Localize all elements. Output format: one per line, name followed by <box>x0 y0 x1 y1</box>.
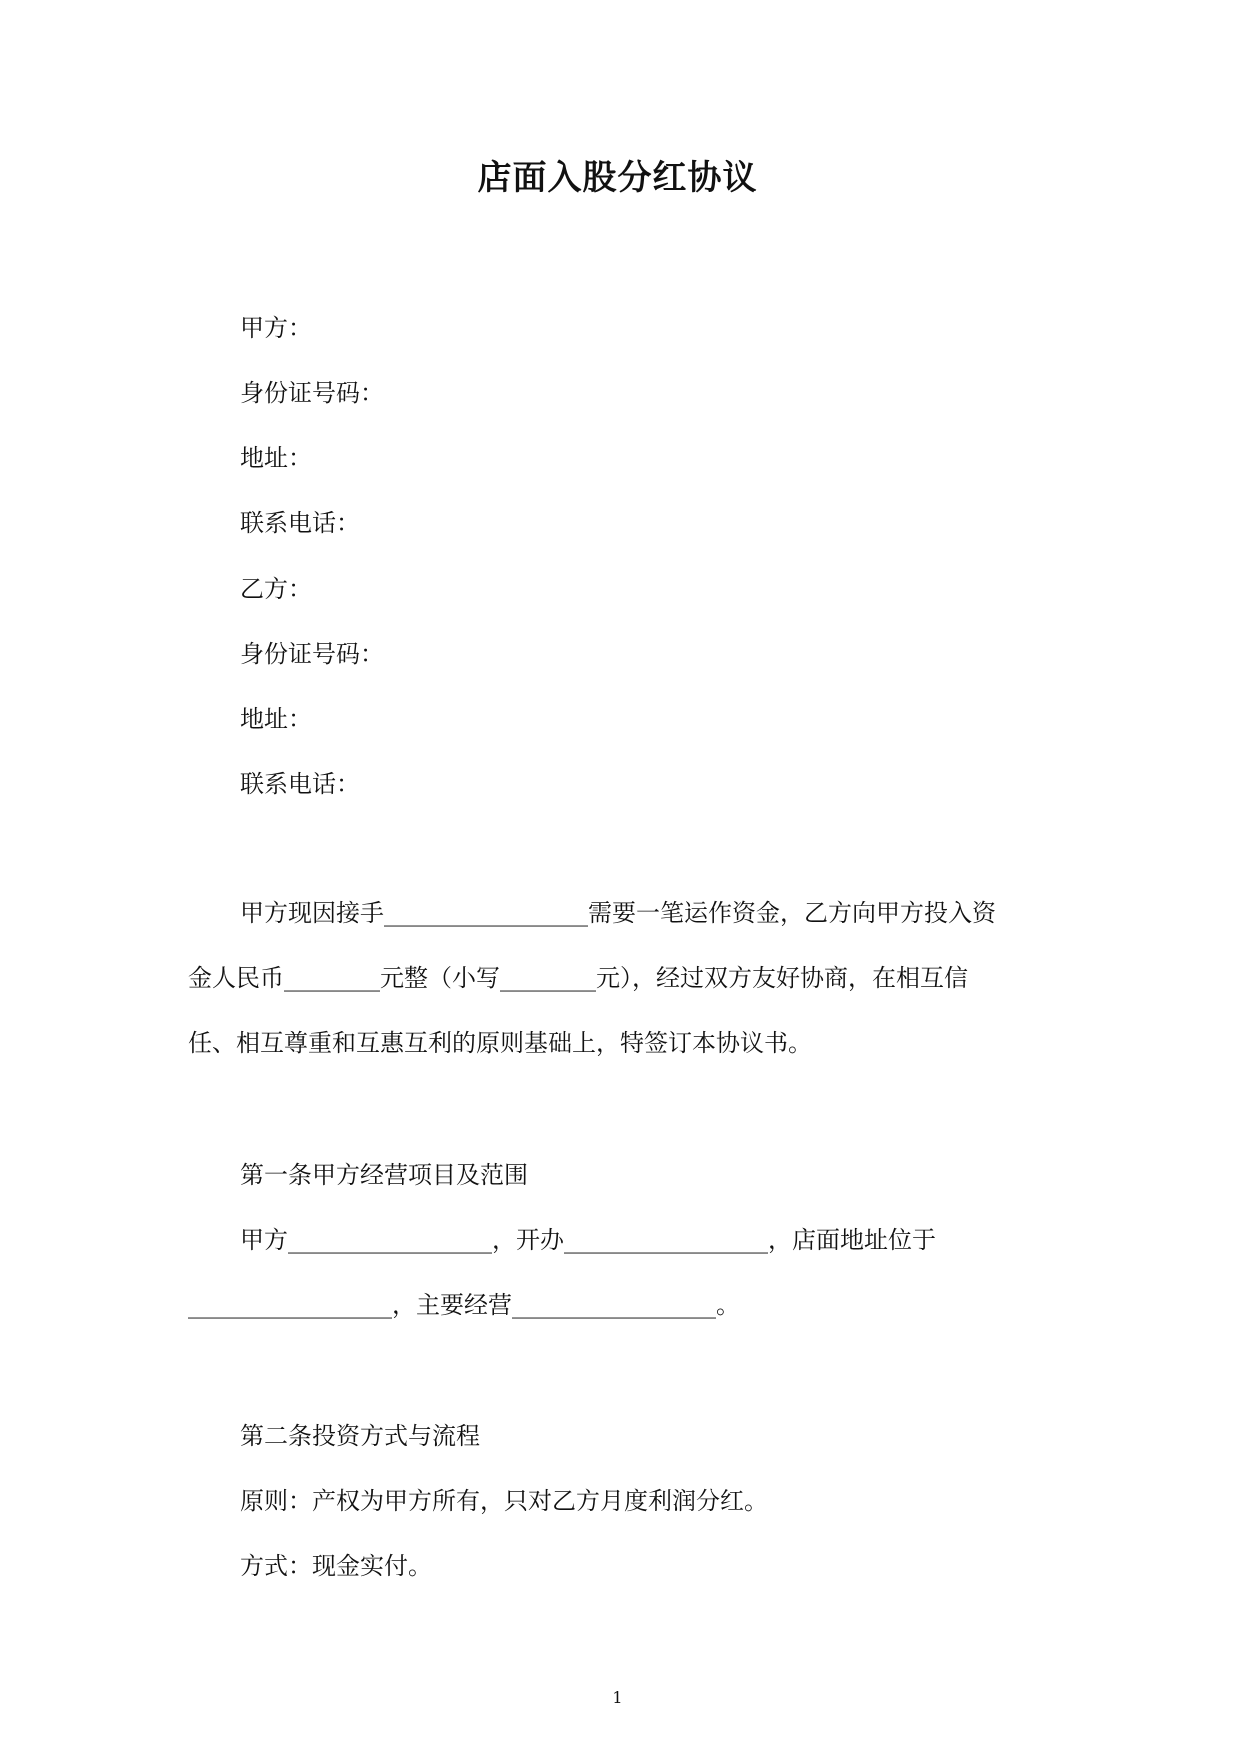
document-title: 店面入股分红协议 <box>477 158 758 198</box>
preamble-line: 金人民币________元整（小写________元），经过双方友好协商，在相互信 <box>188 964 968 992</box>
preamble-line: 任、相互尊重和互惠互利的原则基础上，特签订本协议书。 <box>188 1029 812 1057</box>
party-b-id-label: 身份证号码： <box>240 640 384 668</box>
party-b-address-label: 地址： <box>240 705 312 733</box>
article-2-heading: 第二条投资方式与流程 <box>240 1422 480 1450</box>
party-a-phone-label: 联系电话： <box>240 509 360 537</box>
article-1-line: 甲方_________________，开办_________________，店面地址位于 <box>240 1226 936 1254</box>
party-a-address-label: 地址： <box>240 444 312 472</box>
article-2-principle: 原则：产权为甲方所有，只对乙方月度利润分红。 <box>240 1487 768 1515</box>
page-number: 1 <box>612 1688 623 1707</box>
article-2-method: 方式：现金实付。 <box>240 1552 432 1580</box>
preamble-line: 甲方现因接手_________________需要一笔运作资金，乙方向甲方投入资 <box>240 899 996 927</box>
party-b-phone-label: 联系电话： <box>240 770 360 798</box>
party-a-label: 甲方： <box>240 314 312 342</box>
party-b-label: 乙方： <box>240 575 312 603</box>
article-1-heading: 第一条甲方经营项目及范围 <box>240 1161 528 1189</box>
article-1-line: _________________，主要经营_________________。 <box>188 1291 740 1319</box>
party-a-id-label: 身份证号码： <box>240 379 384 407</box>
